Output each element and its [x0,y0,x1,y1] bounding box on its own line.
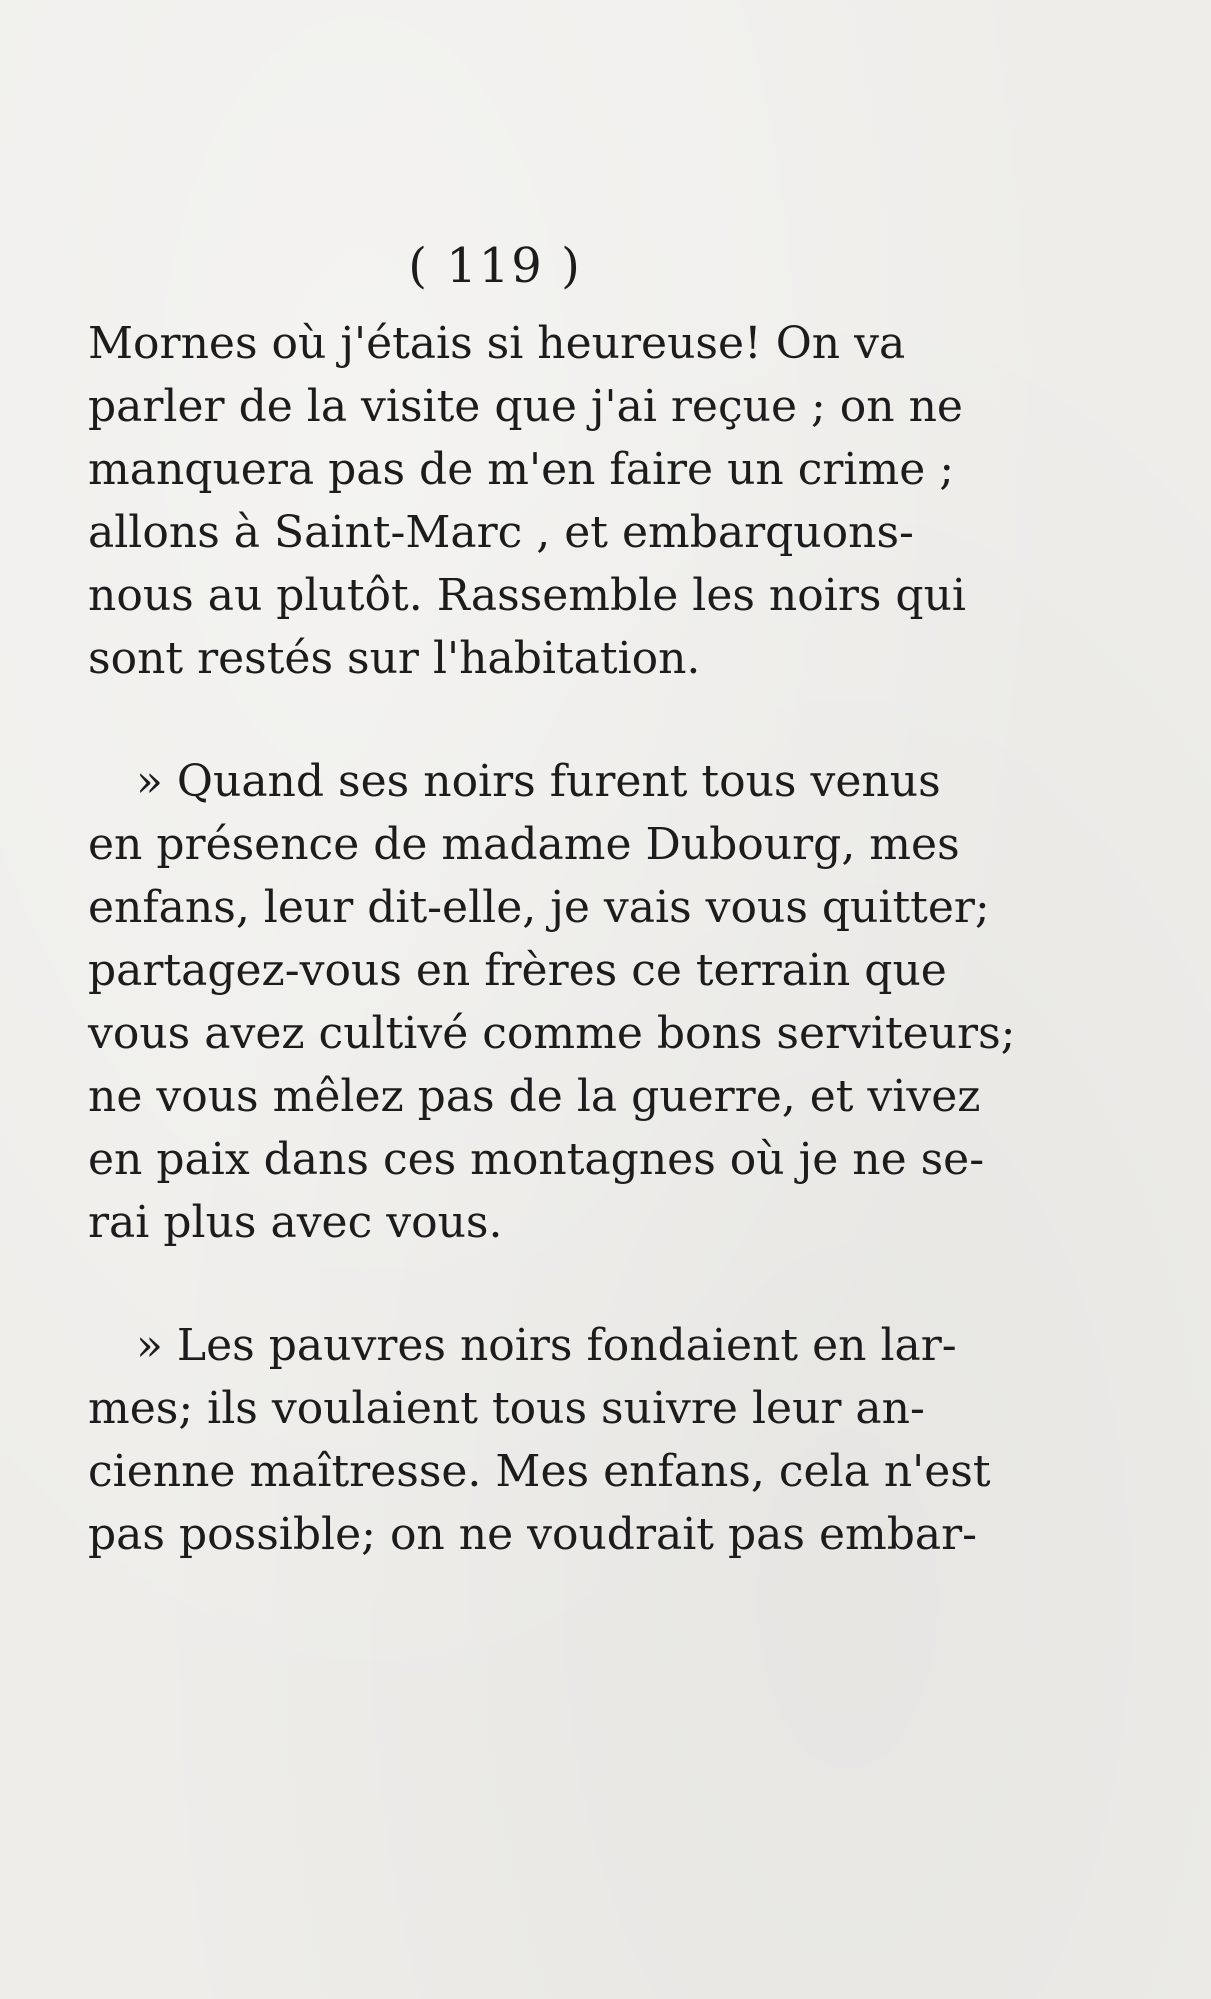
text-line: » Quand ses noirs furent tous venus [136,756,941,807]
text-line: Mornes où j'étais si heureuse! On va [88,318,906,369]
text-line: parler de la visite que j'ai reçue ; on ne [88,381,963,432]
text-line: sont restés sur l'habitation. [88,633,701,684]
text-line: pas possible; on ne voudrait pas embar- [88,1509,978,1560]
text-line: cienne maîtresse. Mes enfans, cela n'est [88,1446,991,1497]
body-text [88,312,1016,1566]
text-line: manquera pas de m'en faire un crime ; [88,444,955,495]
text-line: » Les pauvres noirs fondaient en lar- [136,1320,957,1371]
page-number: ( 119 ) [408,238,582,294]
paragraph [88,750,1016,1254]
text-line: mes; ils voulaient tous suivre leur an- [88,1383,925,1434]
text-line: ne vous mêlez pas de la guerre, et vivez [88,1071,981,1122]
text-line: partagez-vous en frères ce terrain que [88,945,947,996]
text-line: allons à Saint-Marc , et embarquons- [88,507,914,558]
text-line: rai plus avec vous. [88,1197,503,1248]
text-line: nous au plutôt. Rassemble les noirs qui [88,570,967,621]
text-line: en présence de madame Dubourg, mes [88,819,960,870]
paragraph [88,1314,991,1566]
text-line: en paix dans ces montagnes où je ne se- [88,1134,985,1185]
paragraph [88,312,967,690]
text-line: vous avez cultivé comme bons serviteurs; [88,1008,1016,1059]
text-line: enfans, leur dit-elle, je vais vous quitter; [88,882,990,933]
